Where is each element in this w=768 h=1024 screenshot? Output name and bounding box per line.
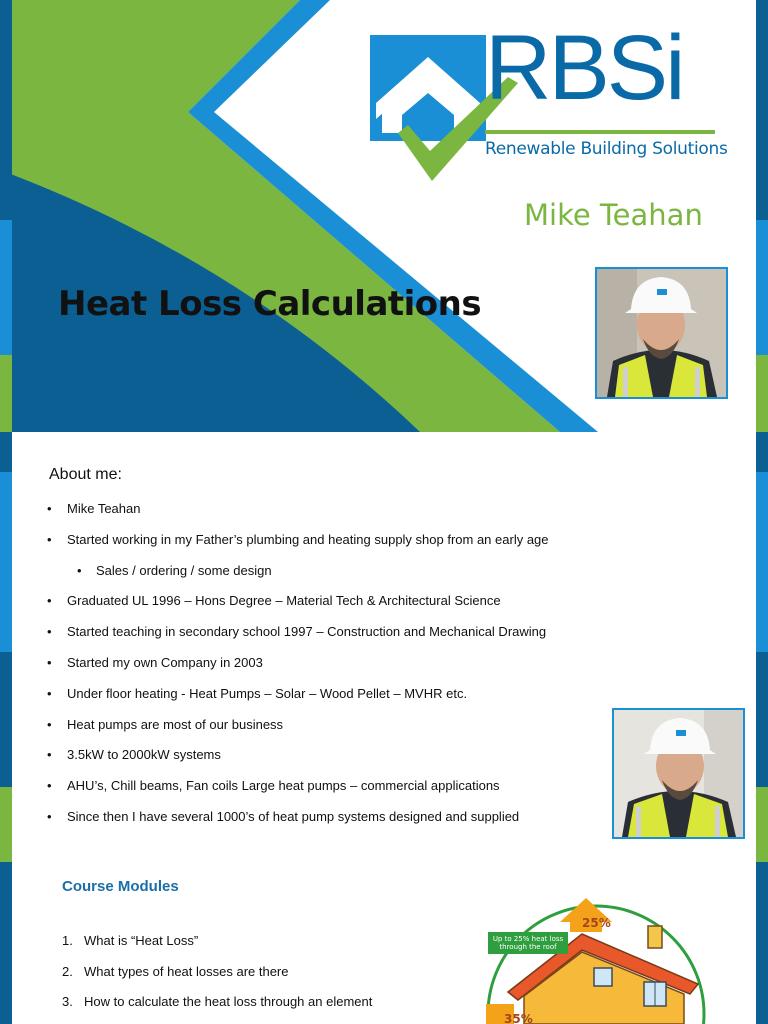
list-item: • Heat pumps are most of our business	[45, 714, 549, 745]
slide-title: Heat Loss Calculations	[58, 284, 482, 324]
brand-divider	[485, 130, 715, 134]
list-item: • Started working in my Father’s plumbing and heating supply shop from an early age	[45, 529, 549, 560]
modules-list	[62, 930, 372, 1022]
bullet-icon: •	[47, 808, 52, 824]
list-item: • Graduated UL 1996 – Hons Degree – Material Tech & Architectural Science	[45, 590, 549, 621]
about-heading: About me:	[49, 466, 122, 483]
list-item: 3. How to calculate the heat loss through an element	[62, 994, 373, 1009]
left-edge-strip	[0, 432, 12, 1024]
list-item: • Started my own Company in 2003	[45, 652, 549, 683]
bullet-icon: •	[47, 716, 52, 732]
presenter-name: Mike Teahan	[524, 198, 703, 232]
bullet-icon: •	[47, 624, 52, 640]
house-heat-loss-graphic	[484, 896, 708, 1024]
bullet-icon: •	[47, 531, 52, 547]
bullet-icon: •	[47, 685, 52, 701]
right-edge-strip	[756, 432, 768, 1024]
list-item: • AHU’s, Chill beams, Fan coils Large heat pumps – commercial applications	[45, 775, 549, 806]
brand-name: RBSi	[485, 17, 683, 119]
roof-loss-label: Up to 25% heat loss through the roof	[488, 932, 568, 954]
presenter-photo-small	[612, 708, 745, 839]
list-item: • Started teaching in secondary school 1997 – Construction and Mechanical Drawing	[45, 621, 549, 652]
wall-percent: 35%	[504, 1012, 533, 1024]
brand-tagline: Renewable Building Solutions	[485, 139, 728, 159]
bullet-icon: •	[47, 593, 52, 609]
list-item: 2. What types of heat losses are there	[62, 963, 289, 979]
modules-heading: Course Modules	[62, 878, 179, 895]
roof-percent: 25%	[582, 916, 611, 930]
list-item: • Sales / ordering / some design	[45, 560, 549, 591]
bullet-icon: •	[47, 501, 52, 516]
about-list	[45, 498, 549, 837]
list-item: • Under floor heating - Heat Pumps – Solar – Wood Pellet – MVHR etc.	[45, 683, 549, 714]
bullet-icon: •	[77, 562, 82, 578]
bullet-icon: •	[47, 778, 52, 794]
list-item: 1. What is “Heat Loss”	[62, 933, 199, 948]
list-item: • Since then I have several 1000’s of heat pump systems designed and supplied	[45, 806, 549, 837]
bullet-icon: •	[47, 747, 52, 763]
presenter-photo	[595, 267, 728, 399]
list-item: • 3.5kW to 2000kW systems	[45, 744, 549, 775]
bullet-icon: •	[47, 654, 52, 670]
list-item: • Mike Teahan	[45, 498, 549, 529]
cover-slide	[0, 0, 768, 432]
